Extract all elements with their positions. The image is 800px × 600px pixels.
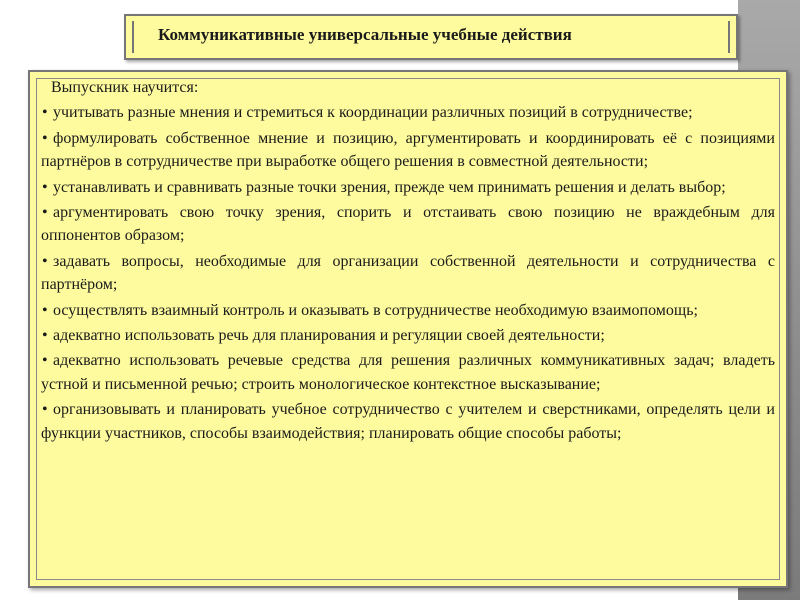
list-item xyxy=(41,324,775,347)
title-box xyxy=(124,14,738,60)
list-item xyxy=(41,176,775,199)
list-item-text: осуществлять взаимный контроль и оказывать в сотрудничестве необходимую взаимопомощь; xyxy=(53,301,698,319)
bullet-icon: • xyxy=(42,352,48,370)
list-item xyxy=(41,101,775,124)
list-item-text: задавать вопросы, необходимые для организации собственной деятельности и сотрудничества с партнёром; xyxy=(41,252,775,294)
content-box xyxy=(28,70,788,588)
bullet-icon: • xyxy=(42,301,48,319)
bullet-icon: • xyxy=(42,129,48,147)
bullet-icon: • xyxy=(42,104,48,122)
list-item xyxy=(41,299,775,322)
bullet-icon: • xyxy=(42,204,48,222)
list-item-text: устанавливать и сравнивать разные точки зрения, прежде чем принимать решения и делать выбор; xyxy=(53,178,726,196)
bullet-icon: • xyxy=(42,327,48,345)
list-item xyxy=(41,349,775,396)
content-text xyxy=(41,76,775,445)
list-item xyxy=(41,398,775,445)
bullet-icon: • xyxy=(42,401,48,419)
list-item-text: адекватно использовать речевые средства для решения различных коммуникативных задач; владеть устной и письменной речью; строить монологическое контекстное высказывание; xyxy=(41,352,775,393)
list-item xyxy=(41,127,775,174)
list-item xyxy=(41,250,775,297)
list-item-text: аргументировать свою точку зрения, спорить и отстаивать свою позицию не враждебным для оппонентов образом; xyxy=(41,204,775,245)
slide-title: Коммуникативные универсальные учебные действия xyxy=(158,25,572,44)
list-item-text: учитывать разные мнения и стремиться к координации различных позиций в сотрудничестве; xyxy=(53,104,693,122)
list-item-text: организовывать и планировать учебное сотрудничество с учителем и сверстниками, определять цели и функции участников, способы взаимодействия; планировать общие способы работы; xyxy=(41,401,775,442)
list-item-text: адекватно использовать речь для планирования и регуляции своей деятельности; xyxy=(53,327,605,345)
list-item xyxy=(41,201,775,248)
list-item-text: формулировать собственное мнение и позицию, аргументировать и координировать её с позициями партнёров в сотрудничестве при выработке общего решения в совместной деятельности; xyxy=(41,129,775,171)
intro-text: Выпускник научится: xyxy=(51,79,199,96)
bullet-icon: • xyxy=(42,178,48,196)
bullet-icon: • xyxy=(42,252,48,270)
